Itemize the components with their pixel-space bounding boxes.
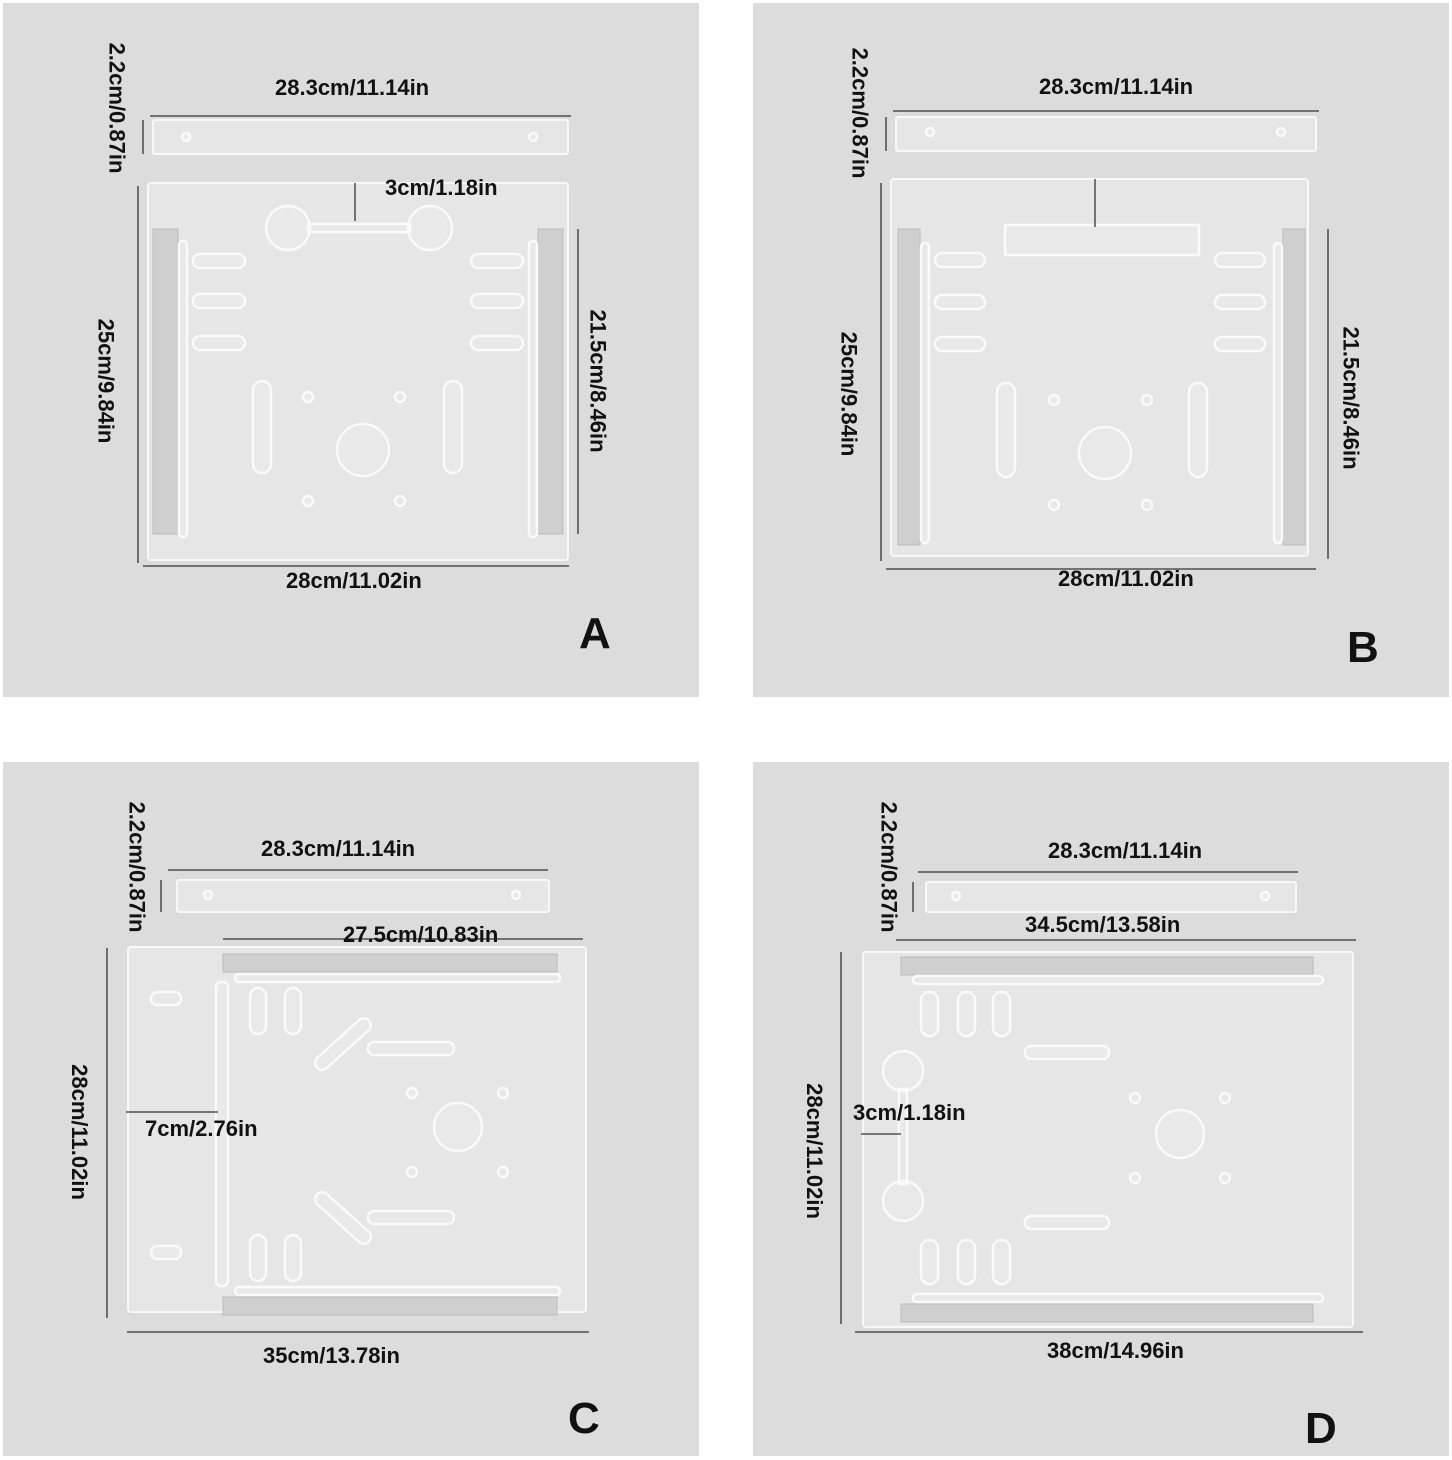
panel-b <box>753 3 1449 697</box>
right-ruler <box>1283 229 1305 545</box>
top-bar <box>153 120 568 154</box>
ruler-length-label: 27.5cm/10.83in <box>343 922 499 947</box>
offset-label: 3cm/1.18in <box>385 175 498 200</box>
offset-label: 3cm/1.18in <box>853 1100 966 1125</box>
top-bar <box>896 117 1316 151</box>
ruler-length-label: 34.5cm/13.58in <box>1025 912 1181 937</box>
plate-height-label: 25cm/9.84in <box>836 331 862 457</box>
plate-width-label: 28cm/11.02in <box>286 568 422 593</box>
panel-a <box>3 3 699 697</box>
plate-height-label: 25cm/9.84in <box>93 318 119 444</box>
plate-height-label: 28cm/11.02in <box>66 1064 92 1200</box>
offset-label: 7cm/2.76in <box>145 1116 258 1141</box>
bar-height-label: 2.2cm/0.87in <box>876 801 902 933</box>
top-bar <box>926 882 1296 912</box>
top-bar <box>177 880 549 912</box>
panel-letter: D <box>1305 1404 1337 1453</box>
bar-height-label: 2.2cm/0.87in <box>124 801 150 933</box>
plate-height-label: 28cm/11.02in <box>801 1083 827 1219</box>
panel-letter: C <box>568 1394 600 1443</box>
bottom-ruler <box>223 1297 557 1315</box>
panel-d <box>753 762 1449 1456</box>
ruler-length-label: 21.5cm/8.46in <box>1338 326 1364 470</box>
bar-width-label: 28.3cm/11.14in <box>1048 838 1203 863</box>
top-ruler <box>223 954 557 972</box>
rect-cutout <box>1005 225 1199 255</box>
base-plate <box>148 183 568 560</box>
plate-width-label: 38cm/14.96in <box>1047 1338 1184 1363</box>
left-ruler <box>898 229 920 545</box>
plate-width-label: 35cm/13.78in <box>263 1343 400 1368</box>
bar-height-label: 2.2cm/0.87in <box>847 47 873 179</box>
bar-width-label: 28.3cm/11.14in <box>261 836 416 861</box>
bar-width-label: 28.3cm/11.14in <box>275 75 430 100</box>
panel-letter: A <box>579 609 611 658</box>
ruler-length-label: 21.5cm/8.46in <box>585 309 611 453</box>
panel-c <box>3 762 699 1456</box>
left-ruler <box>153 229 178 534</box>
bottom-ruler <box>901 1304 1313 1322</box>
bar-width-label: 28.3cm/11.14in <box>1039 74 1194 99</box>
right-ruler <box>538 229 563 534</box>
plate-width-label: 28cm/11.02in <box>1058 566 1194 591</box>
top-ruler <box>901 957 1313 975</box>
panel-letter: B <box>1347 623 1379 672</box>
bar-height-label: 2.2cm/0.87in <box>104 42 130 174</box>
